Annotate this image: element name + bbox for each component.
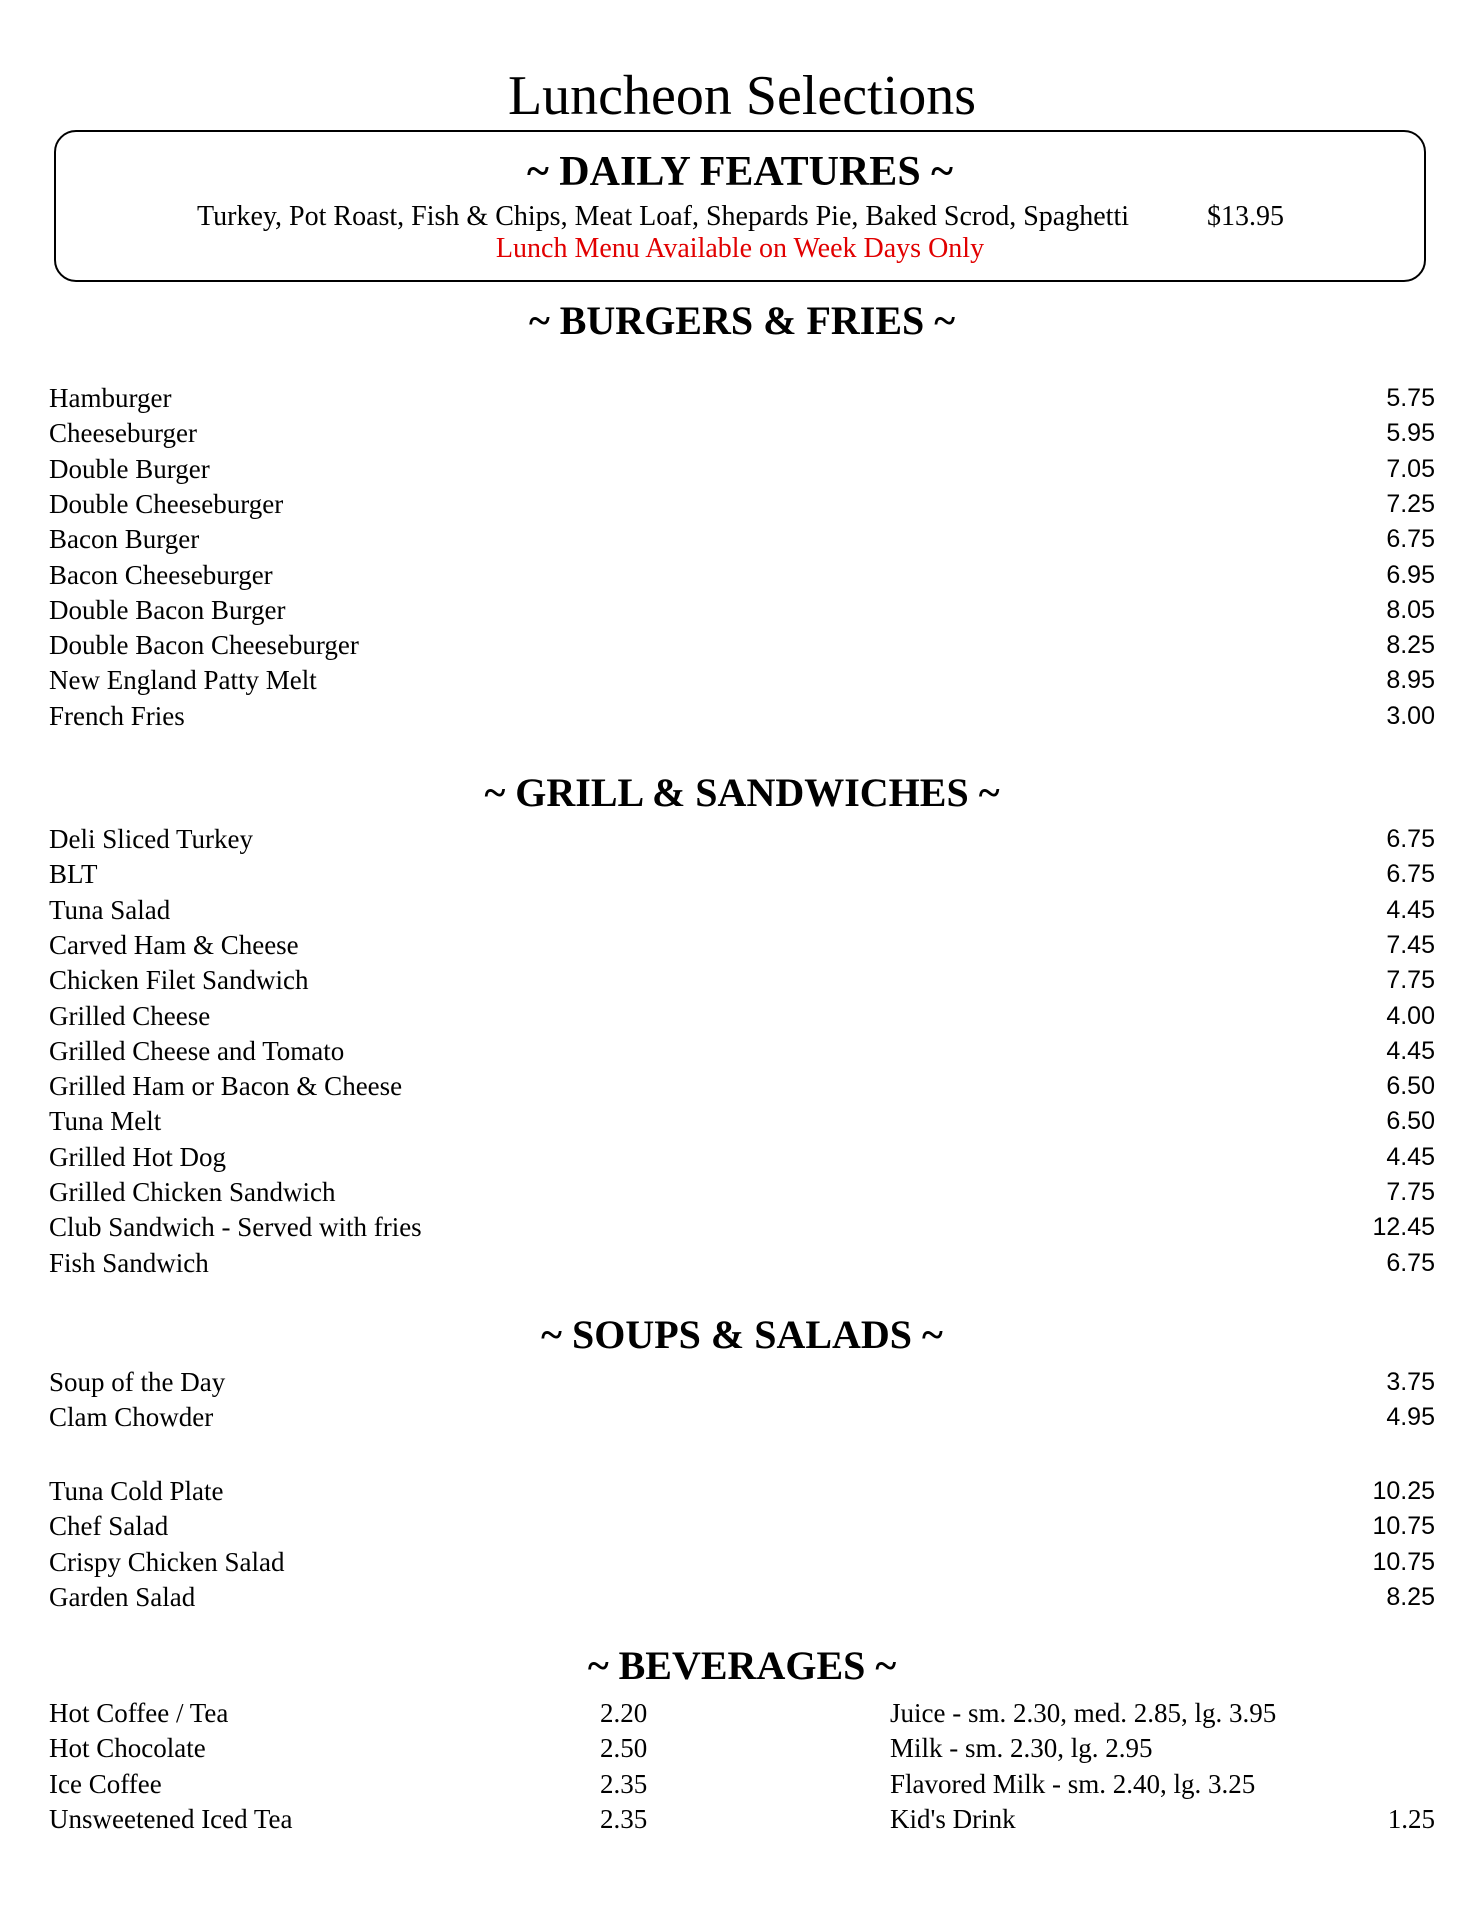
salad-item-price: 10.75 <box>1372 1512 1435 1541</box>
grill-item-price: 6.75 <box>1386 1248 1435 1277</box>
grill-item-name: Grilled Hot Dog <box>49 1141 226 1172</box>
daily-features-price: $13.95 <box>1207 201 1284 232</box>
burger-item-price: 7.25 <box>1386 489 1435 518</box>
page-title: Luncheon Selections <box>507 65 977 127</box>
grill-item-price: 7.75 <box>1386 1178 1435 1206</box>
grill-item-price: 6.50 <box>1386 1107 1435 1136</box>
salad-item-row <box>49 1545 1435 1580</box>
grill-item-price: 4.00 <box>1386 1001 1435 1030</box>
burger-item-price: 7.05 <box>1386 454 1435 483</box>
grill-item-price: 4.45 <box>1386 895 1435 924</box>
burger-item-row <box>49 663 1435 698</box>
burgers-heading: ~ BURGERS & FRIES ~ <box>528 298 956 343</box>
grill-item-name: Club Sandwich - Served with fries <box>49 1212 422 1243</box>
burger-item-name: Double Burger <box>49 453 210 484</box>
soup-item-name: Soup of the Day <box>49 1367 226 1397</box>
beverage-name: Flavored Milk - sm. 2.40, lg. 3.25 <box>890 1768 1256 1799</box>
grill-item-price: 7.75 <box>1386 966 1435 995</box>
grill-item-name: Grilled Cheese <box>49 1000 211 1031</box>
grill-item-name: Carved Ham & Cheese <box>49 929 299 960</box>
burger-item-name: New England Patty Melt <box>49 665 317 696</box>
beverages-heading: ~ BEVERAGES ~ <box>587 1643 897 1688</box>
daily-features-heading: ~ DAILY FEATURES ~ <box>526 149 954 195</box>
beverage-name: Unsweetened Iced Tea <box>49 1803 293 1834</box>
burger-item-name: Bacon Cheeseburger <box>49 559 273 590</box>
beverage-name: Milk - sm. 2.30, lg. 2.95 <box>890 1733 1153 1764</box>
soup-item-name: Clam Chowder <box>49 1402 214 1432</box>
grill-item-row <box>49 1175 1435 1210</box>
salad-item-price: 10.75 <box>1372 1547 1435 1576</box>
soup-item-price: 3.75 <box>1386 1368 1435 1396</box>
burger-item-name: Bacon Burger <box>49 524 200 555</box>
burger-item-row <box>49 381 1435 416</box>
grill-item-price: 7.45 <box>1386 930 1435 959</box>
grill-item-row <box>49 822 1435 857</box>
grill-item-price: 4.45 <box>1386 1036 1435 1065</box>
grill-item-price: 12.45 <box>1372 1213 1435 1242</box>
grill-item-name: Grilled Ham or Bacon & Cheese <box>49 1071 403 1102</box>
grill-item-name: Tuna Salad <box>49 894 171 925</box>
salad-item-price: 10.25 <box>1372 1477 1435 1505</box>
grill-item-name: Fish Sandwich <box>49 1247 209 1278</box>
beverage-name: Juice - sm. 2.30, med. 2.85, lg. 3.95 <box>890 1698 1277 1728</box>
grill-heading: ~ GRILL & SANDWICHES ~ <box>484 770 1000 815</box>
soup-item-row <box>49 1400 1435 1435</box>
burger-item-name: Double Bacon Cheeseburger <box>49 630 359 661</box>
burger-item-name: Cheeseburger <box>49 418 197 449</box>
grill-item-row <box>49 963 1435 998</box>
grill-item-name: BLT <box>49 859 98 890</box>
grill-item-row <box>49 1210 1435 1245</box>
beverage-name: Hot Coffee / Tea <box>49 1698 229 1728</box>
burger-item-row <box>49 522 1435 557</box>
burger-item-row <box>49 452 1435 487</box>
beverage-price: 2.20 <box>600 1698 648 1728</box>
burger-item-price: 8.05 <box>1386 595 1435 624</box>
grill-item-name: Tuna Melt <box>49 1106 162 1137</box>
salad-item-name: Crispy Chicken Salad <box>49 1546 285 1577</box>
salad-item-name: Garden Salad <box>49 1581 196 1612</box>
grill-item-row <box>49 857 1435 892</box>
burger-item-row <box>49 593 1435 628</box>
grill-item-row <box>49 1069 1435 1104</box>
salad-item-row <box>49 1580 1435 1615</box>
beverage-price: 2.50 <box>600 1733 648 1764</box>
grill-item-price: 4.45 <box>1386 1142 1435 1171</box>
grill-item-price: 6.75 <box>1386 825 1435 853</box>
grill-item-row <box>49 1104 1435 1139</box>
burger-item-price: 6.95 <box>1386 560 1435 589</box>
burger-item-name: Double Bacon Burger <box>49 594 286 625</box>
salad-item-name: Chef Salad <box>49 1511 169 1542</box>
burger-item-price: 5.95 <box>1386 419 1435 448</box>
soup-item-price: 4.95 <box>1386 1403 1435 1431</box>
beverage-name: Kid's Drink <box>890 1803 1016 1834</box>
burger-item-name: Double Cheeseburger <box>49 488 284 519</box>
burger-item-name: French Fries <box>49 700 185 731</box>
grill-item-name: Grilled Chicken Sandwich <box>49 1177 336 1207</box>
salad-item-name: Tuna Cold Plate <box>49 1476 224 1506</box>
grill-item-price: 6.50 <box>1386 1072 1435 1101</box>
burger-item-row <box>49 487 1435 522</box>
grill-item-row <box>49 928 1435 963</box>
burger-item-price: 8.25 <box>1386 631 1435 660</box>
salad-item-price: 8.25 <box>1386 1582 1435 1611</box>
beverage-price: 1.25 <box>1387 1803 1435 1834</box>
burger-item-name: Hamburger <box>49 383 172 413</box>
daily-features-note: Lunch Menu Available on Week Days Only <box>495 233 985 264</box>
daily-features-items: Turkey, Pot Roast, Fish & Chips, Meat Loaf, Shepards Pie, Baked Scrod, Spaghetti <box>197 201 1129 232</box>
beverage-name: Hot Chocolate <box>49 1733 206 1764</box>
grill-item-row <box>49 1034 1435 1069</box>
salad-item-row <box>49 1474 1435 1509</box>
grill-item-row <box>49 1246 1435 1281</box>
burger-item-row <box>49 699 1435 734</box>
salad-item-row <box>49 1509 1435 1544</box>
burger-item-price: 6.75 <box>1386 525 1435 554</box>
beverage-price: 2.35 <box>600 1803 648 1834</box>
beverage-name: Ice Coffee <box>49 1768 162 1799</box>
burger-item-price: 8.95 <box>1386 666 1435 695</box>
burger-item-row <box>49 558 1435 593</box>
burger-item-row <box>49 628 1435 663</box>
burger-item-price: 3.00 <box>1386 701 1435 730</box>
grill-item-name: Deli Sliced Turkey <box>49 824 254 854</box>
soups-heading: ~ SOUPS & SALADS ~ <box>541 1312 943 1357</box>
soup-item-row <box>49 1365 1435 1400</box>
beverage-price: 2.35 <box>600 1768 648 1799</box>
grill-item-row <box>49 1140 1435 1175</box>
grill-item-row <box>49 999 1435 1034</box>
grill-item-row <box>49 893 1435 928</box>
burger-item-price: 5.75 <box>1386 384 1435 412</box>
burger-item-row <box>49 416 1435 451</box>
daily-features-box <box>54 130 1426 282</box>
grill-item-name: Grilled Cheese and Tomato <box>49 1035 345 1066</box>
grill-item-name: Chicken Filet Sandwich <box>49 965 309 996</box>
grill-item-price: 6.75 <box>1386 860 1435 889</box>
